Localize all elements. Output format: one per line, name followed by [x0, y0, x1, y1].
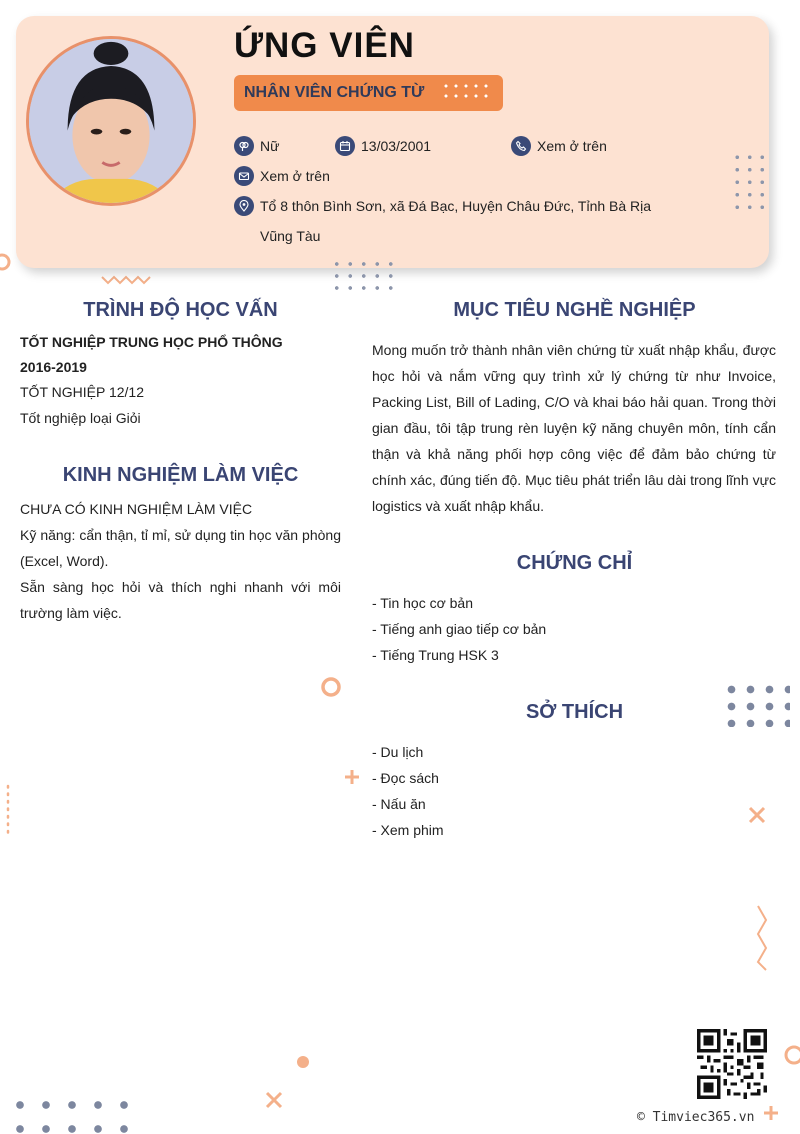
candidate-name: ỨNG VIÊN — [234, 26, 415, 65]
phone-icon — [511, 136, 531, 156]
email-value: Xem ở trên — [260, 168, 330, 184]
decor-cross-bottom — [263, 1089, 285, 1111]
email-info — [234, 166, 330, 186]
footer-site: © Timviec365.vn — [637, 1110, 755, 1125]
decor-dot-bottom — [296, 1055, 310, 1069]
gender-info — [234, 136, 279, 156]
decor-dotted-line-left — [5, 784, 11, 836]
decor-zigzag-right — [754, 904, 770, 972]
hobby-item: - Nấu ăn — [372, 796, 426, 812]
decor-ring-left — [0, 252, 12, 272]
education-years: 2016-2019 — [20, 359, 87, 375]
experience-title: KINH NGHIỆM LÀM VIỆC — [62, 464, 299, 486]
header-dotgrid-right — [731, 151, 767, 211]
certificates-title: CHỨNG CHỈ — [516, 552, 633, 574]
address-line2: Vũng Tàu — [260, 228, 321, 244]
experience-attitude: Sẵn sàng học hỏi và thích nghi nhanh với môi trường làm việc. — [20, 579, 341, 621]
decor-plus-middle — [343, 768, 361, 786]
avatar — [26, 36, 196, 206]
dob-value: 13/03/2001 — [361, 138, 432, 154]
experience-heading: CHƯA CÓ KINH NGHIỆM LÀM VIỆC — [20, 501, 253, 517]
job-title: NHÂN VIÊN CHỨNG TỪ — [244, 84, 425, 101]
address-line1: Tổ 8 thôn Bình Sơn, xã Đá Bạc, Huyện Châu Đức, Tỉnh Bà Rịa — [260, 198, 652, 214]
hobby-item: - Du lịch — [372, 744, 424, 760]
qr-code — [697, 1029, 767, 1099]
hobby-item: - Xem phim — [372, 822, 444, 838]
avatar-photo — [29, 39, 193, 203]
badge-dots-decor — [441, 81, 493, 103]
job-title-badge — [234, 75, 503, 111]
map-pin-icon — [234, 196, 254, 216]
objective-title: MỤC TIÊU NGHỀ NGHIỆP — [453, 299, 696, 321]
education-school: TỐT NGHIỆP TRUNG HỌC PHỔ THÔNG — [20, 334, 283, 350]
envelope-icon — [234, 166, 254, 186]
phone-info — [511, 136, 607, 156]
right-dotgrid — [722, 681, 790, 727]
gender-value: Nữ — [260, 138, 280, 154]
certificate-item: - Tiếng Trung HSK 3 — [372, 647, 499, 663]
hobbies-title: SỞ THÍCH — [525, 701, 624, 723]
address-info — [234, 196, 651, 216]
education-grade: Tốt nghiệp loại Giỏi — [20, 410, 141, 426]
certificate-item: - Tiếng anh giao tiếp cơ bản — [372, 621, 547, 637]
decor-cross-right — [746, 804, 768, 826]
decor-plus-bottom-right — [762, 1104, 780, 1122]
decor-zigzag-top — [100, 274, 154, 286]
calendar-icon — [335, 136, 355, 156]
gender-icon — [234, 136, 254, 156]
dob-info — [335, 136, 431, 156]
hobby-item: - Đọc sách — [372, 770, 439, 786]
phone-value: Xem ở trên — [537, 138, 607, 154]
bottom-left-dotgrid — [7, 1093, 137, 1134]
decor-ring-bottom-right — [783, 1044, 800, 1066]
objective-text: Mong muốn trở thành nhân viên chứng từ xuất nhập khẩu, được học hỏi và nắm vững quy trình xử lý chứng từ như Invoice, Packing List, Bill of Lading, C/O và khai báo hải quan. Trong thời gian đầu, tôi tập trung rèn luyện kỹ năng chuyên môn, tính cẩn thận và khả năng phối hợp công việc để đảm bảo chứng từ chính xác, đúng tiến độ. Mục tiêu phát triển lâu dài trong lĩnh vực logistics và xuất nhập khẩu. — [372, 342, 776, 514]
education-level: TỐT NGHIỆP 12/12 — [20, 384, 144, 400]
header-dotgrid-bottom — [330, 258, 396, 296]
experience-skills: Kỹ năng: cẩn thận, tỉ mỉ, sử dụng tin học văn phòng (Excel, Word). — [20, 527, 341, 569]
decor-ring-middle — [320, 676, 342, 698]
certificate-item: - Tin học cơ bản — [372, 595, 474, 611]
education-title: TRÌNH ĐỘ HỌC VẤN — [83, 299, 278, 321]
